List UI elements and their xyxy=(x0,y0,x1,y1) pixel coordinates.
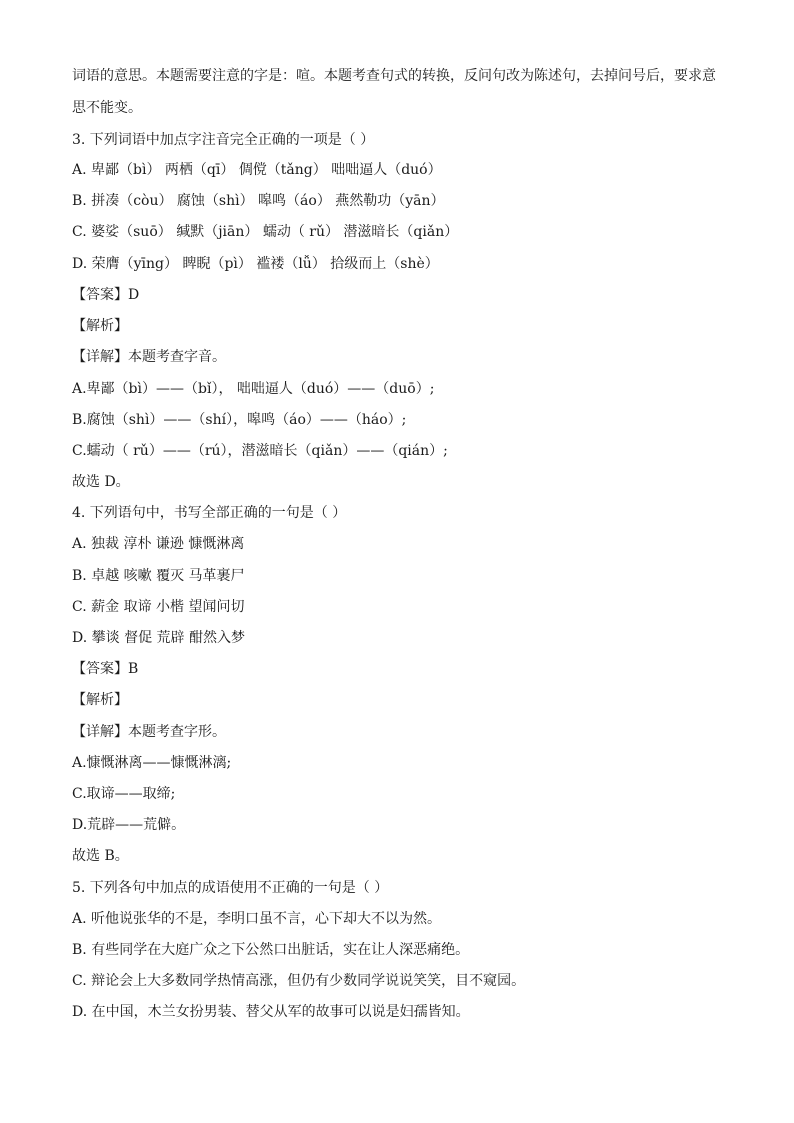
option-d: D. 攀谈 督促 荒辟 酣然入梦 xyxy=(72,630,245,646)
correction-line: A.卑鄙（bì）——（bǐ）， 咄咄逼人（duó）——（duō）; xyxy=(72,381,435,397)
correction-line: A.慷慨淋离——慷慨淋漓; xyxy=(72,755,232,771)
choice-line: 故选 B。 xyxy=(72,848,129,864)
text-line: 思不能变。 xyxy=(72,100,142,116)
correction-line: B.腐蚀（shì）——（shí），嗥鸣（áo）——（háo）; xyxy=(72,412,407,428)
option-c: C. 薪金 取谛 小楷 望闻问切 xyxy=(72,599,245,615)
question-3-stem: 3. 下列词语中加点字注音完全正确的一项是（ ） xyxy=(72,132,375,148)
correction-line: D.荒辟——荒僻。 xyxy=(72,817,186,833)
option-b: B. 有些同学在大庭广众之下公然口出脏话，实在让人深恶痛绝。 xyxy=(72,942,470,958)
detail-label: 【详解】本题考查字形。 xyxy=(72,724,226,740)
option-a: A. 卑鄙（bì） 两栖（qī） 倜傥（tǎng） 咄咄逼人（duó） xyxy=(72,162,442,178)
option-d: D. 荣膺（yīng） 睥睨（pì） 褴褛（lǚ） 拾级而上（shè） xyxy=(72,256,439,272)
question-5-stem: 5. 下列各句中加点的成语使用不正确的一句是（ ） xyxy=(72,880,389,896)
analysis-label: 【解析】 xyxy=(72,318,128,334)
option-a: A. 听他说张华的不是，李明口虽不言，心下却大不以为然。 xyxy=(72,911,442,927)
option-c: C. 婆娑（suō） 缄默（jiān） 蠕动（ rǔ） 潜滋暗长（qiǎn） xyxy=(72,224,459,240)
option-b: B. 卓越 咳嗽 覆灭 马革裹尸 xyxy=(72,568,245,584)
option-d: D. 在中国，木兰女扮男装、替父从军的故事可以说是妇孺皆知。 xyxy=(72,1004,470,1020)
option-b: B. 拼凑（còu） 腐蚀（shì） 嗥鸣（áo） 燕然勒功（yān） xyxy=(72,193,445,209)
text-line: 词语的意思。本题需要注意的字是：喧。本题考查句式的转换，反问句改为陈述句，去掉问号后，要求意 xyxy=(72,68,716,84)
question-4-stem: 4. 下列语句中，书写全部正确的一句是（ ） xyxy=(72,505,347,521)
correction-line: C.蠕动（ rǔ）——（rú），潜滋暗长（qiǎn）——（qián）; xyxy=(72,443,448,459)
answer-label: 【答案】D xyxy=(72,287,140,303)
option-a: A. 独裁 淳朴 谦逊 慷慨淋离 xyxy=(72,536,245,552)
option-c: C. 辩论会上大多数同学热情高涨，但仍有少数同学说说笑笑，目不窥园。 xyxy=(72,973,526,989)
analysis-label: 【解析】 xyxy=(72,692,128,708)
correction-line: C.取谛——取缔; xyxy=(72,786,176,802)
detail-label: 【详解】本题考查字音。 xyxy=(72,349,226,365)
answer-label: 【答案】B xyxy=(72,661,139,677)
choice-line: 故选 D。 xyxy=(72,474,130,490)
